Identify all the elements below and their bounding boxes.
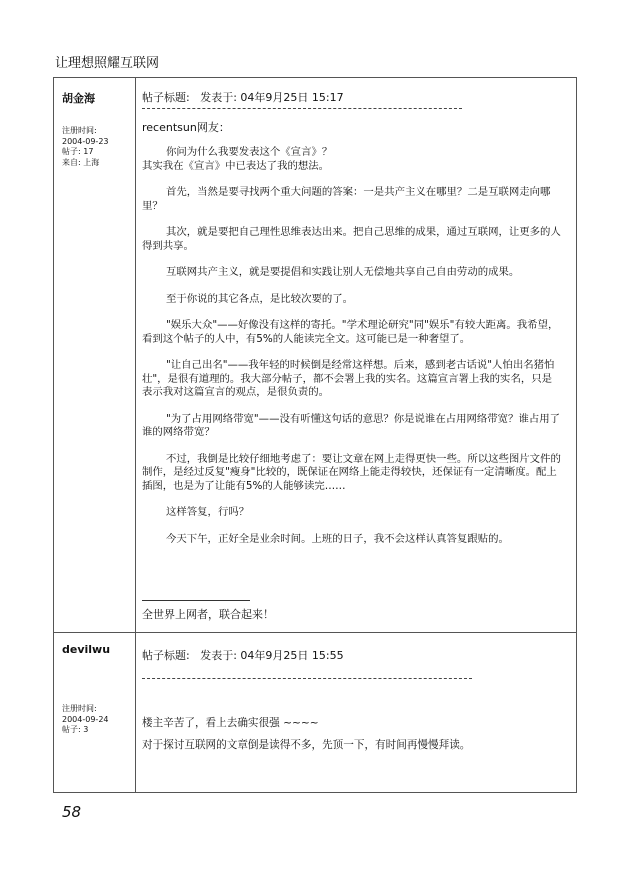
paragraph: 你问为什么我要发表这个《宣言》？ 其实我在《宣言》中已表达了我的想法。 — [142, 146, 333, 172]
author-name: devilwu — [62, 643, 111, 656]
author-column — [54, 633, 136, 792]
post-row — [54, 633, 576, 792]
author-column — [54, 78, 136, 632]
paragraph: 不过，我倒是比较仔细地考虑了：要让文章在网上走得更快一些。所以这些图片文件的制作，是经过反复"瘦身"比较的，既保证在网络上能走得较快，还保证有一定清晰度。配上插图，也是为了让能有5%的人能够读完…… — [142, 452, 561, 492]
author-meta — [62, 704, 109, 736]
paragraph: 这样答复，行吗？ — [166, 506, 250, 518]
paragraph: "让自己出名"——我年轻的时候倒是经常这样想。后来，感到老古话说"人怕出名猪怕壮"，是很有道理的。我大部分帖子，都不会署上我的实名。这篇宣言署上我的实名，只是表示我对这篇宣言的观点，是很负责的。 — [142, 359, 555, 398]
meta-line: 帖子: 17 — [62, 147, 94, 156]
page-number: 58 — [62, 803, 82, 821]
reply-line: 楼主辛苦了，看上去确实很强 ~~~~ — [142, 717, 319, 729]
meta-line: 注册时间: — [62, 126, 97, 135]
paragraph: "为了占用网络带宽"——没有听懂这句话的意思？你是说谁在占用网络带宽？谁占用了谁的网络带宽？ — [142, 412, 561, 438]
reply-line: 对于探讨互联网的文章倒是读得不多，先顶一下，有时间再慢慢拜读。 — [142, 739, 471, 751]
signature-divider — [142, 600, 250, 601]
paragraph: 互联网共产主义，就是要提倡和实践让别人无偿地共享自己自由劳动的成果。 — [166, 266, 520, 278]
post-table — [53, 77, 577, 793]
paragraph: 今天下午，正好全是业余时间。上班的日子，我不会这样认真答复跟贴的。 — [166, 532, 509, 545]
meta-line: 帖子: 3 — [62, 725, 89, 734]
divider — [142, 678, 472, 679]
post-content — [137, 633, 576, 792]
divider — [142, 108, 462, 109]
paragraph: "娱乐大众"——好像没有这样的寄托。"学术理论研究"同"娱乐"有较大距离。我希望，看到这个帖子的人中，有5%的人能读完全文。这可能已是一种奢望了。 — [142, 319, 559, 345]
post-body — [142, 146, 562, 559]
post-content — [137, 78, 576, 632]
signature: 全世界上网者，联合起来！ — [142, 608, 274, 621]
post-header: 帖子标题: 发表于: 04年9月25日 15:17 — [142, 91, 344, 104]
meta-line: 2004-09-23 — [62, 136, 109, 146]
meta-line: 2004-09-24 — [62, 714, 109, 724]
author-name: 胡金海 — [62, 92, 95, 105]
post-header: 帖子标题: 发表于: 04年9月25日 15:55 — [142, 649, 344, 662]
meta-line: 来自: 上海 — [62, 157, 100, 167]
greeting: recentsun网友： — [142, 121, 230, 134]
meta-line: 注册时间: — [62, 704, 97, 713]
author-meta — [62, 126, 109, 168]
paragraph: 至于你说的其它各点，是比较次要的了。 — [166, 292, 354, 305]
paragraph: 首先，当然是要寻找两个重大问题的答案：一是共产主义在哪里？二是互联网走向哪里？ — [142, 186, 551, 212]
page-title: 让理想照耀互联网 — [55, 56, 160, 71]
post-row — [54, 78, 576, 633]
paragraph: 其次，就是要把自己理性思维表达出来。把自己思维的成果，通过互联网，让更多的人得到共享。 — [142, 226, 561, 252]
